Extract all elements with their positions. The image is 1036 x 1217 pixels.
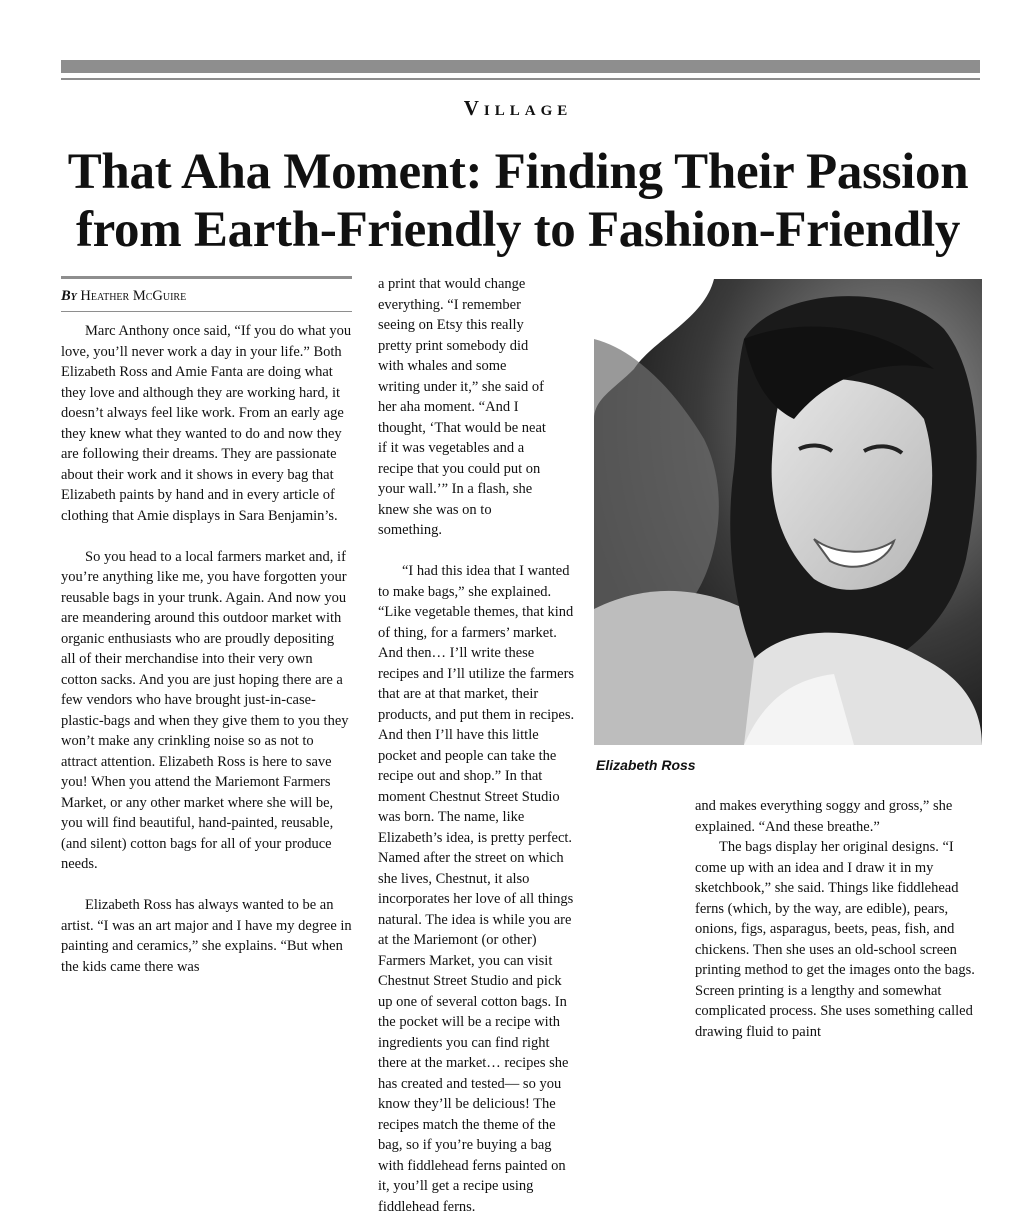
top-rule-thick: [61, 60, 980, 73]
portrait-photo: [594, 279, 982, 745]
byline-author: Heather McGuire: [80, 288, 187, 304]
paragraph: “I had this idea that I wanted to make bags,” she explained. “Like vegetable themes, that kind of thing, for a farmers’ market. And then… I’ll write these recipes and I’ll utilize the farmers that are at that market, their products, and put them in recipes. And then I’ll have this little pocket and people can take the recipe out and shop.” In that moment Chestnut Street Studio was born. The name, like Elizabeth’s idea, is pretty perfect. Named after the street on which she lives, Chestnut, it also incorporates her love of all things natural. The idea is while you are at the Mariemont (or other) Farmers Market, you can visit Chestnut Street Studio and pick up one of several cotton bags. In the pocket will be a recipe with ingredients you can find right there at the market… recipes she has created and tested— so you know they’ll be delicious! The recipes match the theme of the bag, so if you’re buying a bag with fiddlehead ferns painted on it, you’ll get a recipe using fiddlehead ferns.: [378, 563, 575, 1215]
paragraph: Elizabeth Ross has always wanted to be an artist. “I was an art major and I have my degree in painting and ceramics,” she explains. “But when the kids came there was: [61, 897, 352, 975]
byline-by: By: [61, 288, 77, 304]
byline: [61, 288, 352, 312]
byline-rule: [61, 276, 352, 279]
section-label: Village: [463, 96, 573, 120]
paragraph: So you head to a local farmers market and, if you’re anything like me, you have forgotten your reusable bags in your trunk. Again. And now you are meandering around this outdoor market with organic enthusiasts who are proudly depositing all of their merchandise into their very own cotton sacks. And you are just hoping there are a few vendors who have brought just-in-case-plastic-bags and when they give them to you they won’t make any crinkling noise so as not to attract attention. Elizabeth Ross is here to save you! When you attend the Mariemont Farmers Market, or any other market where she will be, you will find beautiful, hand-painted, reusable, (and silent) cotton bags for all of your produce needs.: [61, 548, 349, 872]
paragraph: Marc Anthony once said, “If you do what you love, you’ll never work a day in your life.” Both Elizabeth Ross and Amie Fanta are doing what they love and although they are working hard, it doesn’t always feel like work. From an early age they knew what they wanted to do and now they are following their dreams. They are passionate about their work and it shows in every bag that Elizabeth paints by hand and in every article of clothing that Amie displays in Sara Benjamin’s.: [61, 323, 352, 524]
column-1: [61, 276, 352, 977]
column-3: [695, 796, 985, 1042]
paragraph: The bags display her original designs. “I come up with an idea and I draw it in my sketchbook,” she said. Things like fiddlehead ferns (which, by the way, are edible), pears, onions, figs, asparagus, beets, peas, fish, and chickens. Then she uses an old-school screen printing method to get the images onto the bags. Screen printing is a lengthy and somewhat complicated process. She uses something called drawing fluid to paint: [695, 839, 975, 1040]
headline: That Aha Moment: Finding Their Passion from Earth-Friendly to Fashion-Friendly: [67, 144, 969, 258]
top-rule-thin: [61, 78, 980, 80]
paragraph: and makes everything soggy and gross,” she explained. “And these breathe.”: [695, 798, 953, 835]
photo-caption: Elizabeth Ross: [596, 757, 696, 773]
paragraph: a print that would change everything. “I remember seeing on Etsy this really pretty print somebody did with whales and some writing under it,” she said of her aha moment. “And I thought, ‘That would be neat if it was vegetables and a recipe that you could put on your wall.’” In a flash, she knew she was on to something.: [378, 276, 546, 538]
